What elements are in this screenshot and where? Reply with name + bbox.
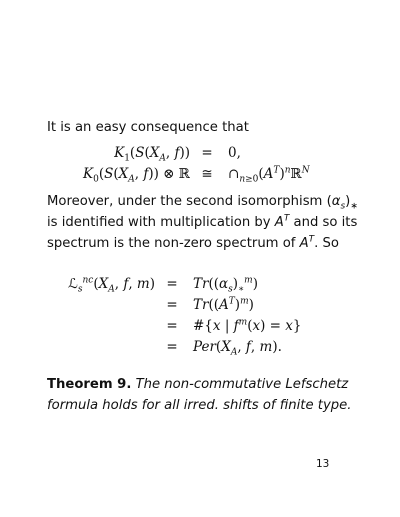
k0-rhs: $\cap_{n\ge 0}(A^T)^nℝ^N$ bbox=[228, 165, 310, 185]
eq-rhs-2: $Tr((A^T)^m)$ bbox=[193, 296, 254, 313]
theorem-9 bbox=[47, 374, 377, 416]
page-number: 13 bbox=[316, 458, 330, 470]
theorem-body: The non-commutative Lefschetz formula holds for all irred. shifts of finite type. bbox=[47, 377, 352, 413]
k0-equation bbox=[0, 166, 400, 186]
eq-rel-1: = bbox=[166, 276, 178, 292]
eq-rhs-1: $Tr((\alpha_s)_∗^m)$ bbox=[193, 275, 258, 295]
eq-rhs-3: #{x | $f^m(x) = x$} bbox=[193, 317, 302, 334]
k1-lhs: $K_1(S(X_A$, f)) bbox=[114, 145, 190, 164]
k-theory-equations bbox=[0, 145, 400, 189]
theorem-label: Theorem 9. bbox=[47, 377, 132, 392]
lefschetz-row-3 bbox=[0, 318, 400, 338]
eq-rhs-4: $Per(X_A$, f, m). bbox=[193, 339, 282, 358]
k0-lhs: $K_0(S(X_A$, f)) ⊗ ℝ bbox=[82, 166, 190, 185]
k0-iso: ≅ bbox=[201, 166, 213, 182]
eq-rel-4: = bbox=[166, 339, 178, 355]
lefschetz-row-2 bbox=[0, 297, 400, 317]
spectrum-paragraph: Moreover, under the second isomorphism $(\alpha_s)_∗$ is identified with multiplication by $A^T$ and so its spectrum is the non-zero spectrum of $A^T$. So bbox=[47, 194, 358, 251]
k1-rhs: 0, bbox=[228, 145, 241, 161]
lefschetz-row-4 bbox=[0, 339, 400, 359]
k1-equation bbox=[0, 145, 400, 165]
lefschetz-lhs: $ℒ_s^{nc}(X_A$, f, m) bbox=[68, 275, 155, 295]
lefschetz-row-1 bbox=[0, 276, 400, 296]
intro-sentence: It is an easy consequence that bbox=[47, 120, 249, 135]
lefschetz-equations bbox=[0, 276, 400, 360]
eq-rel-2: = bbox=[166, 297, 178, 313]
eq-rel-3: = bbox=[166, 318, 178, 334]
k1-equals: = bbox=[201, 145, 213, 161]
